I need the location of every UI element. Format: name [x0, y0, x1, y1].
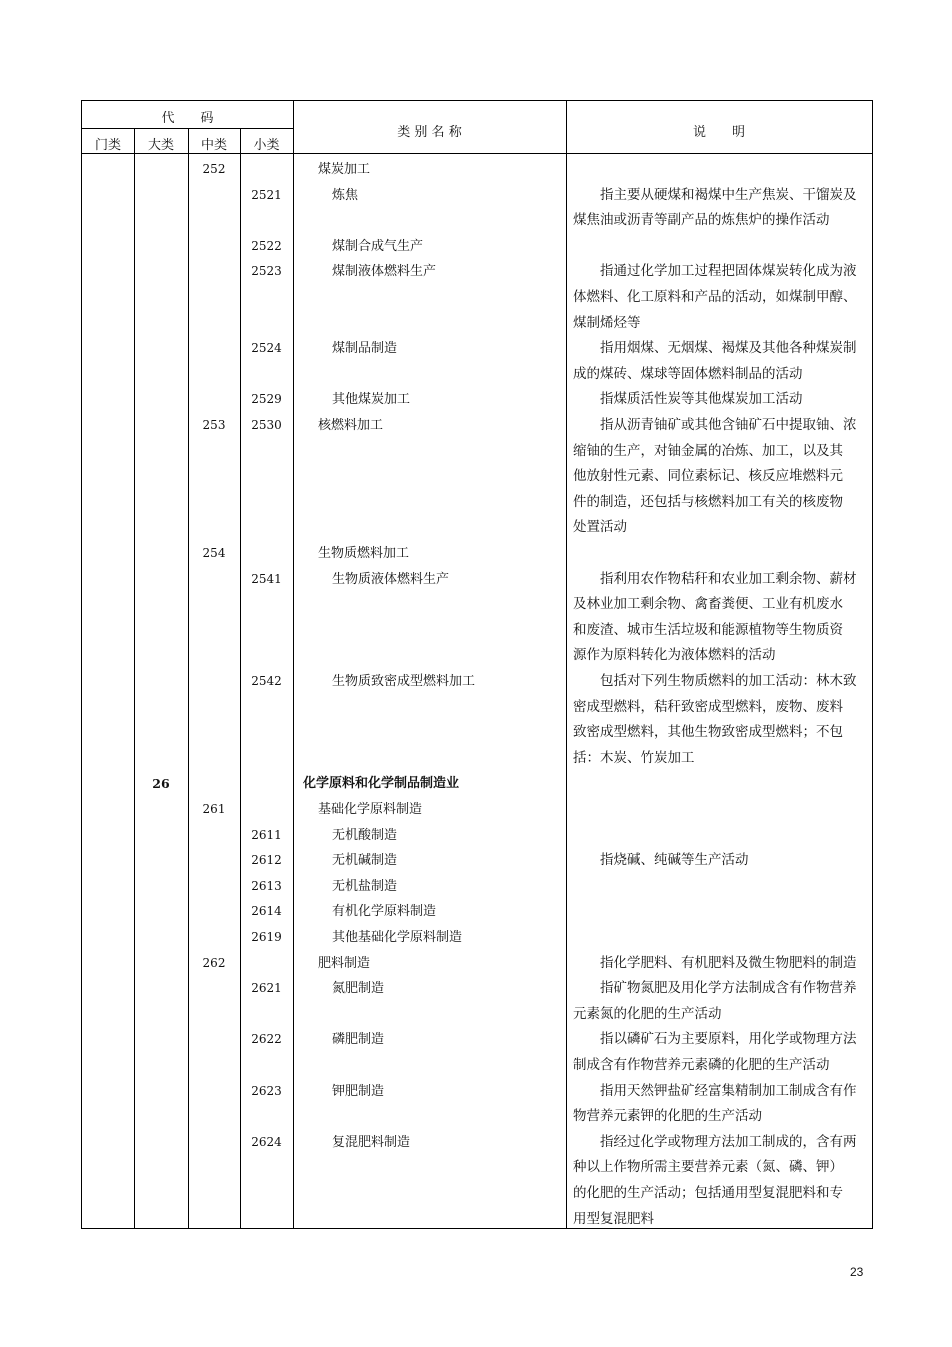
description-line: 指烧碱、纯碱等生产活动: [600, 852, 749, 869]
category-name: 有机化学原料制造: [332, 904, 437, 920]
category-name: 其他煤炭加工: [332, 392, 411, 408]
code-minor: 2612: [251, 853, 282, 868]
header-door: 门类: [94, 138, 121, 153]
category-name: 氮肥制造: [332, 981, 385, 997]
category-description: [573, 1130, 865, 1232]
header-divider: [82, 153, 872, 154]
description-line: 的化肥的生产活动；包括通用型复混肥料和专: [573, 1184, 843, 1201]
category-name: 复混肥料制造: [332, 1134, 411, 1150]
description-line: 处置活动: [573, 519, 627, 536]
category-description: [573, 976, 865, 1027]
code-minor: 2542: [251, 674, 282, 688]
column-divider: [188, 128, 189, 1228]
description-line: 指化学肥料、有机肥料及微生物肥料的制造: [600, 954, 857, 971]
category-name: 化学原料和化学制品制造业: [303, 776, 460, 792]
code-medium: 254: [202, 546, 226, 560]
header-code-group: 代 码: [161, 111, 214, 126]
description-line: 指用烟煤、无烟煤、褐煤及其他各种煤炭制: [600, 340, 857, 357]
category-name: 肥料制造: [318, 955, 371, 971]
code-major: 26: [152, 776, 170, 792]
code-minor: 2521: [251, 187, 282, 202]
code-minor: 2524: [251, 341, 282, 356]
description-line: 括：木炭、竹炭加工: [573, 749, 695, 766]
category-description: [573, 413, 865, 541]
category-description: [573, 259, 865, 336]
description-line: 指从沥青铀矿或其他含铀矿石中提取铀、浓: [600, 417, 857, 433]
code-minor: 2614: [251, 904, 282, 919]
description-line: 种以上作物所需主要营养元素（氮、磷、钾）: [573, 1159, 843, 1176]
description-line: 密成型燃料，秸秆致密成型燃料，废物、废料: [573, 698, 843, 715]
code-minor: 2619: [251, 930, 282, 944]
category-description: [573, 1027, 865, 1078]
column-divider: [293, 101, 294, 1228]
category-name: 无机盐制造: [332, 878, 398, 894]
description-line: 源作为原料转化为液体燃料的活动: [573, 647, 776, 664]
code-minor: 2613: [251, 878, 282, 893]
description-line: 指利用农作物秸秆和农业加工剩余物、薪材: [600, 570, 857, 587]
code-medium: 252: [202, 162, 226, 176]
category-description: [573, 336, 865, 387]
code-medium: 262: [202, 955, 226, 970]
description-line: 用型复混肥料: [573, 1210, 654, 1227]
column-divider: [566, 101, 567, 1228]
description-line: 指经过化学或物理方法加工制成的，含有两: [600, 1133, 857, 1150]
code-minor: 2623: [251, 1083, 282, 1098]
category-name: 生物质燃料加工: [318, 546, 410, 561]
category-name: 煤制品制造: [332, 341, 398, 357]
category-name: 磷肥制造: [332, 1032, 385, 1048]
category-name: 生物质致密成型燃料加工: [332, 674, 476, 689]
header-desc: 说 明: [692, 125, 745, 140]
category-description: [573, 387, 865, 413]
description-line: 及林业加工剩余物、禽畜粪便、工业有机废水: [573, 596, 843, 613]
description-line: 煤焦油或沥青等副产品的炼焦炉的操作活动: [573, 212, 830, 229]
description-line: 指以磷矿石为主要原料，用化学或物理方法: [600, 1031, 857, 1048]
code-minor: 2611: [251, 827, 282, 842]
category-description: [573, 669, 865, 771]
header-divider: [82, 128, 293, 129]
description-line: 制成含有作物营养元素磷的化肥的生产活动: [573, 1056, 830, 1073]
description-line: 元素氮的化肥的生产活动: [573, 1005, 722, 1022]
category-name: 基础化学原料制造: [318, 802, 423, 817]
description-line: 体燃料、化工原料和产品的活动，如煤制甲醇、: [573, 288, 857, 305]
category-name: 无机酸制造: [332, 827, 398, 843]
page-number: 23: [850, 1265, 864, 1279]
description-line: 他放射性元素、同位素标记、核反应堆燃料元: [573, 468, 843, 485]
column-divider: [134, 128, 135, 1228]
category-description: [573, 183, 865, 234]
code-minor: 2621: [251, 981, 282, 996]
category-name: 无机碱制造: [332, 853, 398, 869]
description-line: 指主要从硬煤和褐煤中生产焦炭、干馏炭及: [600, 186, 857, 203]
category-name: 煤炭加工: [318, 162, 371, 177]
code-minor: 2541: [251, 571, 282, 586]
description-line: 指矿物氮肥及用化学方法制成含有作物营养: [600, 980, 857, 997]
code-minor: 2530: [251, 418, 282, 432]
classification-table: [81, 100, 873, 1229]
code-minor: 2523: [251, 264, 282, 279]
code-minor: 2522: [251, 238, 282, 253]
code-medium: 261: [202, 802, 226, 816]
category-name: 钾肥制造: [332, 1083, 385, 1099]
category-description: [573, 1079, 865, 1130]
category-description: [573, 951, 865, 977]
category-name: 核燃料加工: [318, 418, 384, 433]
description-line: 成的煤砖、煤球等固体燃料制品的活动: [573, 365, 803, 382]
category-name: 煤制液体燃料生产: [332, 264, 437, 280]
description-line: 致密成型燃料，其他生物致密成型燃料；不包: [573, 724, 843, 741]
header-major: 大类: [147, 138, 174, 153]
category-name: 炼焦: [332, 187, 359, 203]
category-description: [573, 848, 865, 874]
description-line: 和废渣、城市生活垃圾和能源植物等生物质资: [573, 621, 843, 638]
code-minor: 2622: [251, 1032, 282, 1047]
code-medium: 253: [202, 418, 226, 432]
description-line: 物营养元素钾的化肥的生产活动: [573, 1108, 762, 1125]
category-name: 生物质液体燃料生产: [332, 571, 450, 587]
code-minor: 2529: [251, 392, 282, 407]
code-minor: 2624: [251, 1134, 282, 1149]
category-name: 煤制合成气生产: [332, 238, 424, 254]
description-line: 件的制造，还包括与核燃料加工有关的核废物: [573, 493, 843, 510]
category-name: 其他基础化学原料制造: [332, 930, 463, 945]
header-medium: 中类: [200, 138, 227, 153]
description-line: 指用天然钾盐矿经富集精制加工制成含有作: [600, 1082, 857, 1099]
header-minor: 小类: [253, 138, 280, 153]
description-line: 包括对下列生物质燃料的加工活动：林木致: [600, 673, 857, 689]
description-line: 煤制烯烃等: [573, 314, 641, 331]
description-line: 指煤质活性炭等其他煤炭加工活动: [600, 391, 803, 408]
category-description: [573, 567, 865, 669]
description-line: 缩铀的生产，对铀金属的冶炼、加工，以及其: [573, 442, 843, 459]
description-line: 指通过化学加工过程把固体煤炭转化成为液: [600, 263, 857, 280]
header-name: 类 别 名 称: [397, 125, 462, 140]
